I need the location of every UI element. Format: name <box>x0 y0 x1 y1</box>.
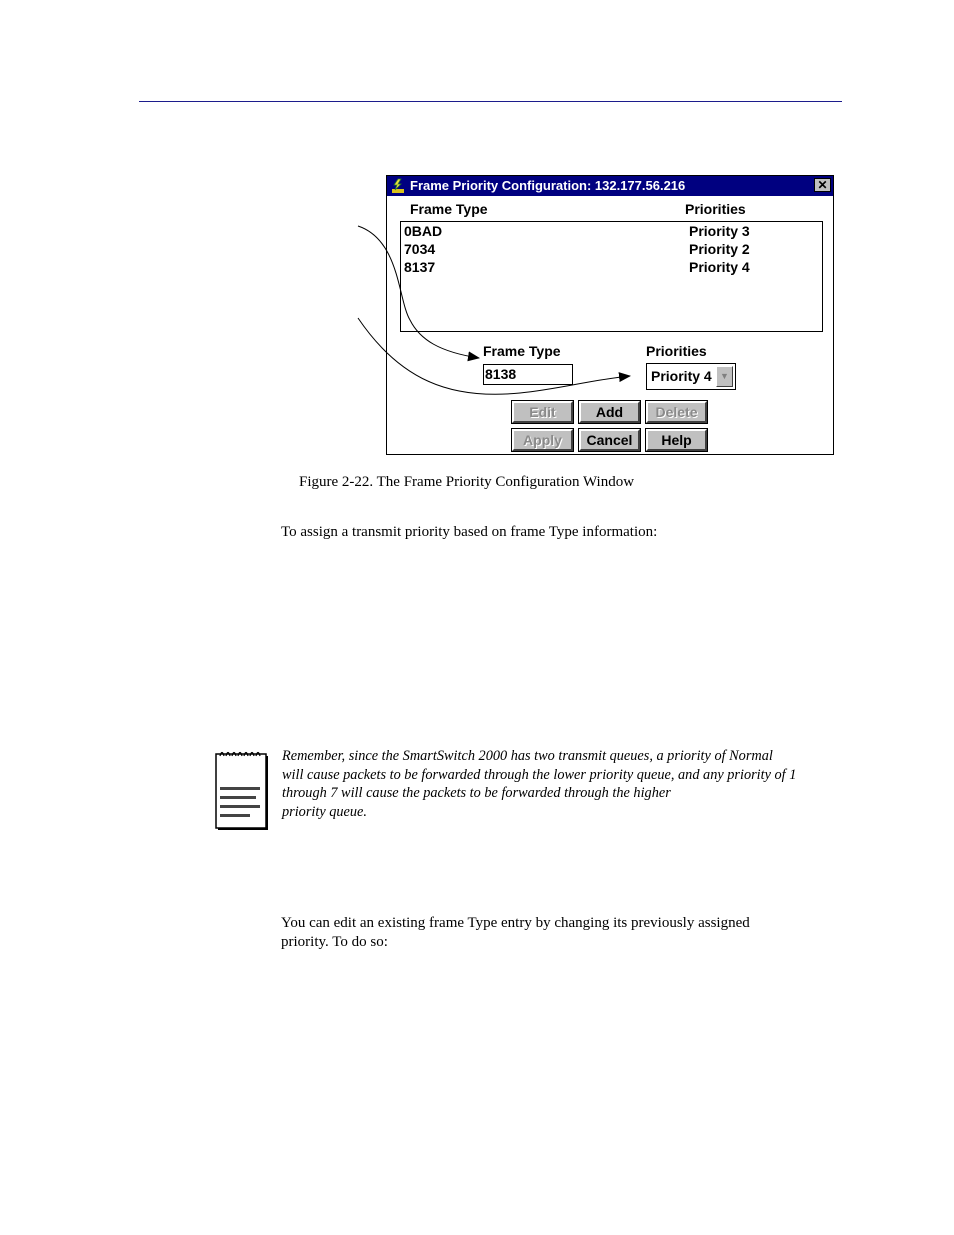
close-icon: ✕ <box>817 178 828 192</box>
list-item-frame-type: 8137 <box>404 259 436 275</box>
frame-type-label: Frame Type <box>483 343 561 359</box>
notepad-icon <box>214 748 270 832</box>
list-item-priority: Priority 4 <box>689 259 750 275</box>
list-header-frame-type: Frame Type <box>410 201 488 217</box>
list-item[interactable] <box>404 223 822 241</box>
edit-paragraph-line: priority. To do so: <box>281 934 388 950</box>
note-line: through 7 will cause the packets to be forwarded through the higher <box>282 785 671 802</box>
chevron-down-icon[interactable]: ▼ <box>716 366 733 387</box>
list-item-priority: Priority 2 <box>689 241 750 257</box>
frame-priority-list[interactable] <box>400 221 823 332</box>
intro-paragraph: To assign a transmit priority based on frame Type information: <box>281 524 658 540</box>
frame-type-input[interactable]: 8138 <box>483 364 573 385</box>
frame-priority-window <box>386 175 834 455</box>
list-item-frame-type: 0BAD <box>404 223 443 239</box>
list-item[interactable] <box>404 241 822 259</box>
edit-paragraph-line: You can edit an existing frame Type entry by changing its previously assigned <box>281 915 750 931</box>
note-text <box>282 747 842 822</box>
priority-select[interactable] <box>646 363 736 390</box>
edit-paragraph <box>281 914 750 952</box>
priority-select-value: Priority 4 <box>651 368 712 384</box>
list-item-frame-type: 7034 <box>404 241 436 257</box>
help-button[interactable]: Help <box>646 429 707 451</box>
note-line: will cause packets to be forwarded through the lower priority queue, and any priority of 1 <box>282 766 797 783</box>
add-button[interactable]: Add <box>579 401 640 423</box>
priorities-label: Priorities <box>646 343 707 359</box>
list-item[interactable] <box>404 259 822 277</box>
window-title: Frame Priority Configuration: 132.177.56.216 <box>410 178 686 193</box>
title-bar[interactable] <box>387 176 833 196</box>
edit-button[interactable]: Edit <box>512 401 573 423</box>
close-button[interactable] <box>814 178 831 192</box>
app-icon <box>391 178 405 194</box>
note-line: Remember, since the SmartSwitch 2000 has two transmit queues, a priority of Normal <box>282 748 773 764</box>
figure-caption: Figure 2-22. The Frame Priority Configuration Window <box>299 474 635 490</box>
delete-button[interactable]: Delete <box>646 401 707 423</box>
cancel-button[interactable]: Cancel <box>579 429 640 451</box>
list-header-priorities: Priorities <box>685 201 746 217</box>
header-rule <box>139 101 842 102</box>
note-line: priority queue. <box>282 804 367 821</box>
apply-button[interactable]: Apply <box>512 429 573 451</box>
list-item-priority: Priority 3 <box>689 223 750 239</box>
